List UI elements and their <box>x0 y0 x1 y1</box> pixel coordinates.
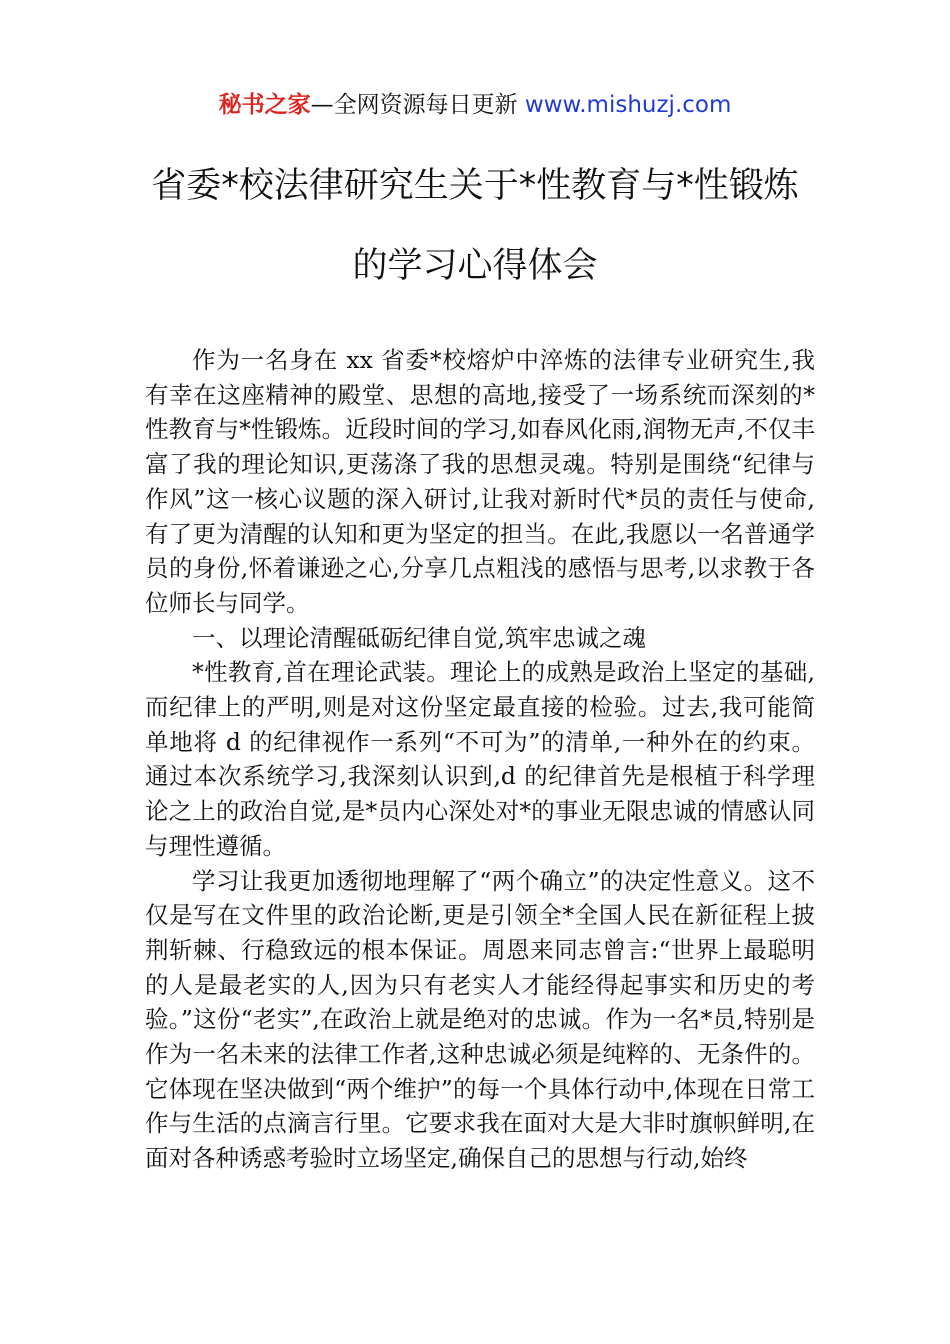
site-header <box>0 88 950 122</box>
paragraph-intro: 作为一名身在 xx 省委*校熔炉中淬炼的法律专业研究生,我有幸在这座精神的殿堂、思想的高地,接受了一场系统而深刻的*性教育与*性锻炼。近段时间的学习,如春风化雨,润物无声,不仅丰富了我的理论知识,更荡涤了我的思想灵魂。特别是围绕“纪律与作风”这一核心议题的深入研讨,让我对新时代*员的责任与使命,有了更为清醒的认知和更为坚定的担当。在此,我愿以一名普通学员的身份,怀着谦逊之心,分享几点粗浅的感悟与思考,以求教于各位师长与同学。 <box>145 346 815 617</box>
brand-name: 秘书之家 <box>218 92 311 118</box>
document-title <box>100 158 850 318</box>
header-tagline: —全网资源每日更新 <box>310 92 525 118</box>
paragraph-theory: *性教育,首在理论武装。理论上的成熟是政治上坚定的基础,而纪律上的严明,则是对这份坚定最直接的检验。过去,我可能简单地将 d 的纪律视作一系列“不可为”的清单,一种外在的约束。通过本次系统学习,我深刻认识到,d 的纪律首先是根植于科学理论之上的政治自觉,是*员内心深处对*的事业无限忠诚的情感认同与理性遵循。 <box>145 658 815 860</box>
title-line-2: 的学习心得体会 <box>352 246 598 286</box>
section-heading-1: 一、以理论清醒砥砺纪律自觉,筑牢忠诚之魂 <box>192 623 646 652</box>
site-url-link[interactable]: www.mishuzj.com <box>524 92 732 118</box>
paragraph-loyalty: 学习让我更加透彻地理解了“两个确立”的决定性意义。这不仅是写在文件里的政治论断,更是引领全*全国人民在新征程上披荆斩棘、行稳致远的根本保证。周恩来同志曾言:“世界上最聪明的人是最老实的人,因为只有老实人才能经得起事实和历史的考验。”这份“老实”,在政治上就是绝对的忠诚。作为一名*员,特别是作为一名未来的法律工作者,这种忠诚必须是纯粹的、无条件的。它体现在坚决做到“两个维护”的每一个具体行动中,体现在日常工作与生活的点滴言行里。它要求我在面对大是大非时旗帜鲜明,在面对各种诱惑考验时立场坚定,确保自己的思想与行动,始终 <box>145 866 815 1173</box>
document-body <box>145 343 815 1176</box>
title-line-1: 省委*校法律研究生关于*性教育与*性锻炼 <box>151 166 799 206</box>
